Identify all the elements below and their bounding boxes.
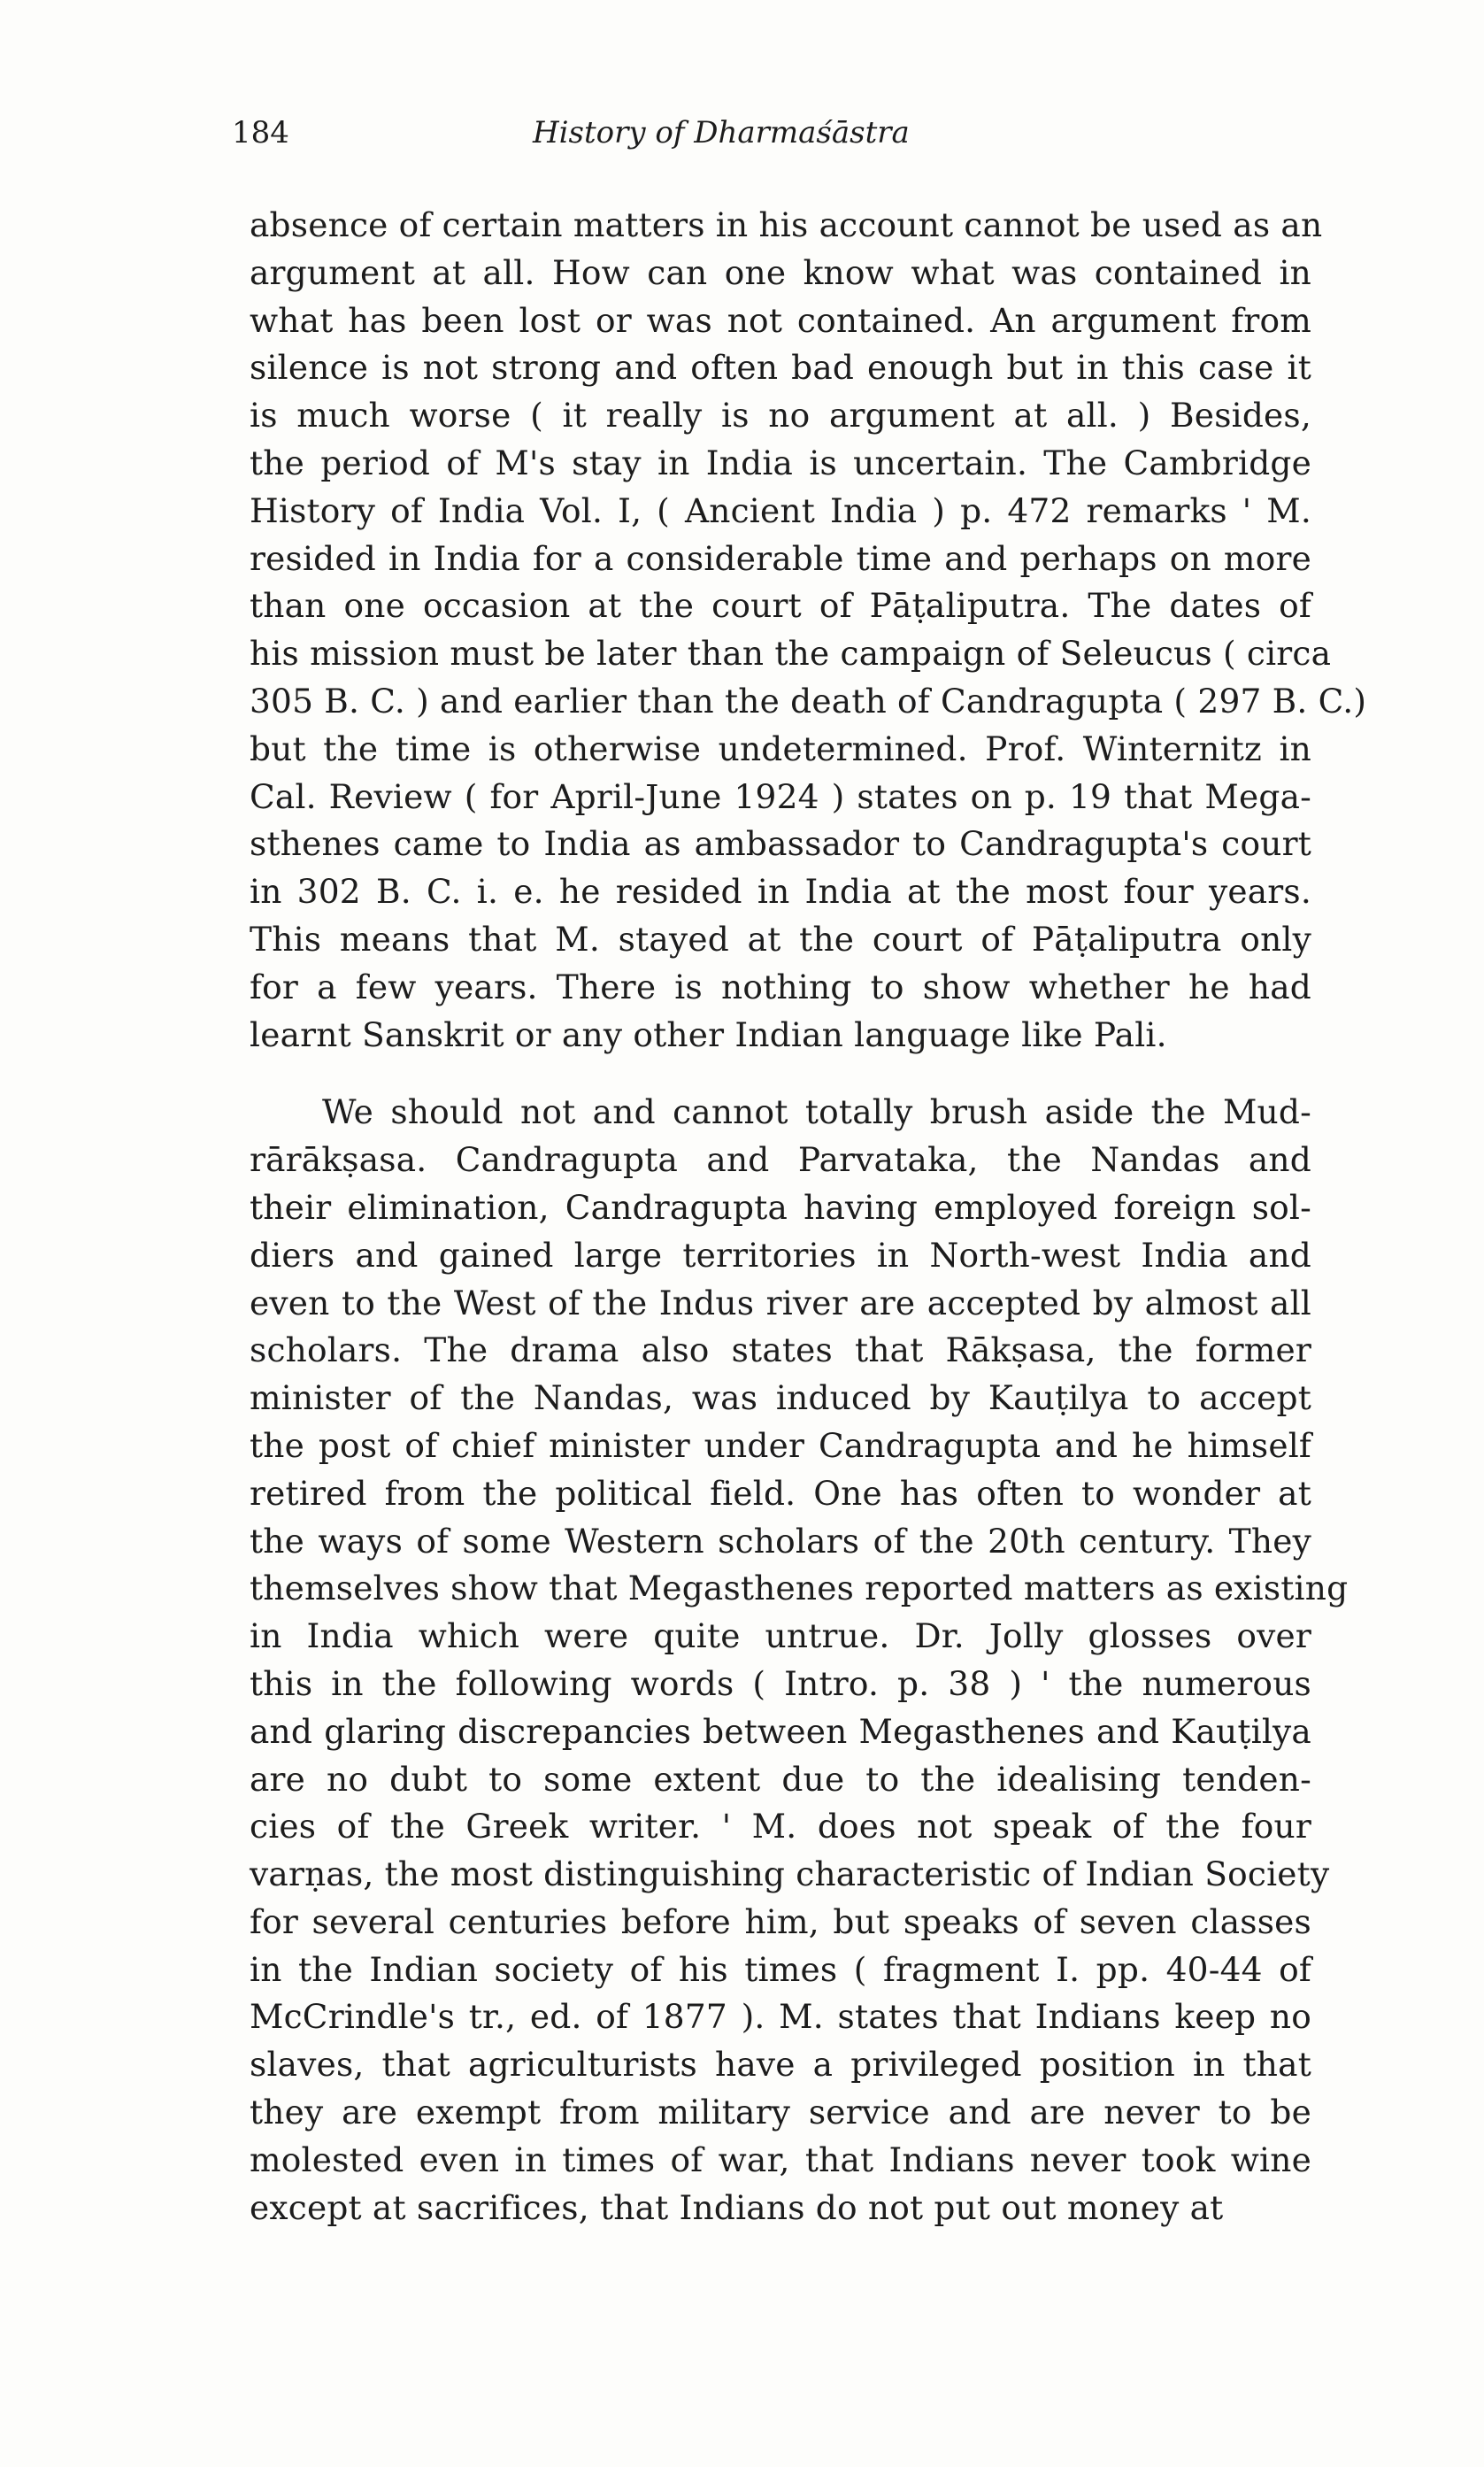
text-line: what has been lost or was not contained. An argument from bbox=[250, 300, 1311, 340]
text-line: themselves show that Megasthenes reported matters as existing bbox=[250, 1569, 1349, 1608]
document-page bbox=[232, 115, 1367, 2232]
text-line: silence is not strong and often bad enough but in this case it bbox=[250, 348, 1311, 388]
text-line: the ways of some Western scholars of the 20th century. They bbox=[250, 1521, 1311, 1561]
text-line: varṇas, the most distinguishing characteristic of Indian Society bbox=[250, 1854, 1330, 1894]
paragraph bbox=[250, 202, 1367, 1059]
text-line: absence of certain matters in his account cannot be used as an bbox=[250, 205, 1323, 244]
text-line: for a few years. There is nothing to show whether he had bbox=[250, 967, 1311, 1006]
text-line: are no dubt to some extent due to the idealising tenden- bbox=[250, 1759, 1311, 1799]
text-line: This means that M. stayed at the court of Pāṭaliputra only bbox=[250, 919, 1311, 959]
text-line: his mission must be later than the campaign of Seleucus ( circa bbox=[250, 634, 1332, 674]
text-line: their elimination, Candragupta having employed foreign sol- bbox=[250, 1187, 1311, 1227]
text-line: except at sacrifices, that Indians do not put out money at bbox=[250, 2187, 1224, 2227]
text-line: than one occasion at the court of Pāṭaliputra. The dates of bbox=[250, 586, 1311, 626]
text-line: resided in India for a considerable time and perhaps on more bbox=[250, 538, 1311, 578]
text-line: diers and gained large territories in North-west India and bbox=[250, 1235, 1311, 1275]
text-line: cies of the Greek writer. ' M. does not speak of the four bbox=[250, 1807, 1311, 1846]
text-line: slaves, that agriculturists have a privileged position in that bbox=[250, 2045, 1311, 2085]
text-line: rārākṣasa. Candragupta and Parvataka, the Nandas and bbox=[250, 1140, 1311, 1180]
text-line: the post of chief minister under Candragupta and he himself bbox=[250, 1425, 1311, 1465]
text-line: the period of M's stay in India is uncertain. The Cambridge bbox=[250, 443, 1311, 482]
text-line: argument at all. How can one know what was contained in bbox=[250, 252, 1311, 292]
text-line: but the time is otherwise undetermined. Prof. Winternitz in bbox=[250, 729, 1311, 768]
text-line: in the Indian society of his times ( fragment I. pp. 40-44 of bbox=[250, 1949, 1311, 1989]
text-line: 305 B. C. ) and earlier than the death of Candragupta ( 297 B. C.) bbox=[250, 681, 1367, 721]
text-line: for several centuries before him, but speaks of seven classes bbox=[250, 1901, 1311, 1941]
text-line: sthenes came to India as ambassador to Candragupta's court bbox=[250, 824, 1311, 864]
paragraph bbox=[250, 1089, 1349, 2232]
text-line: they are exempt from military service and are never to be bbox=[250, 2093, 1311, 2132]
text-line: in 302 B. C. i. e. he resided in India at the most four years. bbox=[250, 872, 1311, 912]
text-line: is much worse ( it really is no argument at all. ) Besides, bbox=[250, 396, 1311, 436]
text-line: this in the following words ( Intro. p. 38 ) ' the numerous bbox=[250, 1663, 1311, 1703]
text-line: and glaring discrepancies between Megasthenes and Kauṭilya bbox=[250, 1711, 1311, 1751]
running-title: History of Dharmaśāstra bbox=[533, 115, 910, 150]
text-line: minister of the Nandas, was induced by Kauṭilya to accept bbox=[250, 1378, 1311, 1418]
page-header bbox=[232, 115, 1311, 168]
body-text bbox=[250, 202, 1367, 2232]
text-line: scholars. The drama also states that Rākṣasa, the former bbox=[250, 1330, 1311, 1370]
text-line: McCrindle's tr., ed. of 1877 ). M. states that Indians keep no bbox=[250, 1997, 1311, 2037]
text-line: even to the West of the Indus river are accepted by almost all bbox=[250, 1283, 1311, 1322]
text-line: Cal. Review ( for April-June 1924 ) states on p. 19 that Mega- bbox=[250, 776, 1311, 816]
text-line: learnt Sanskrit or any other Indian language like Pali. bbox=[250, 1014, 1167, 1054]
text-line: We should not and cannot totally brush aside the Mud- bbox=[322, 1092, 1311, 1132]
text-line: molested even in times of war, that Indians never took wine bbox=[250, 2139, 1311, 2179]
text-line: History of India Vol. I, ( Ancient India ) p. 472 remarks ' M. bbox=[250, 490, 1311, 530]
text-line: in India which were quite untrue. Dr. Jolly glosses over bbox=[250, 1616, 1311, 1656]
page-number: 184 bbox=[232, 115, 289, 150]
text-line: retired from the political field. One has often to wonder at bbox=[250, 1473, 1311, 1513]
